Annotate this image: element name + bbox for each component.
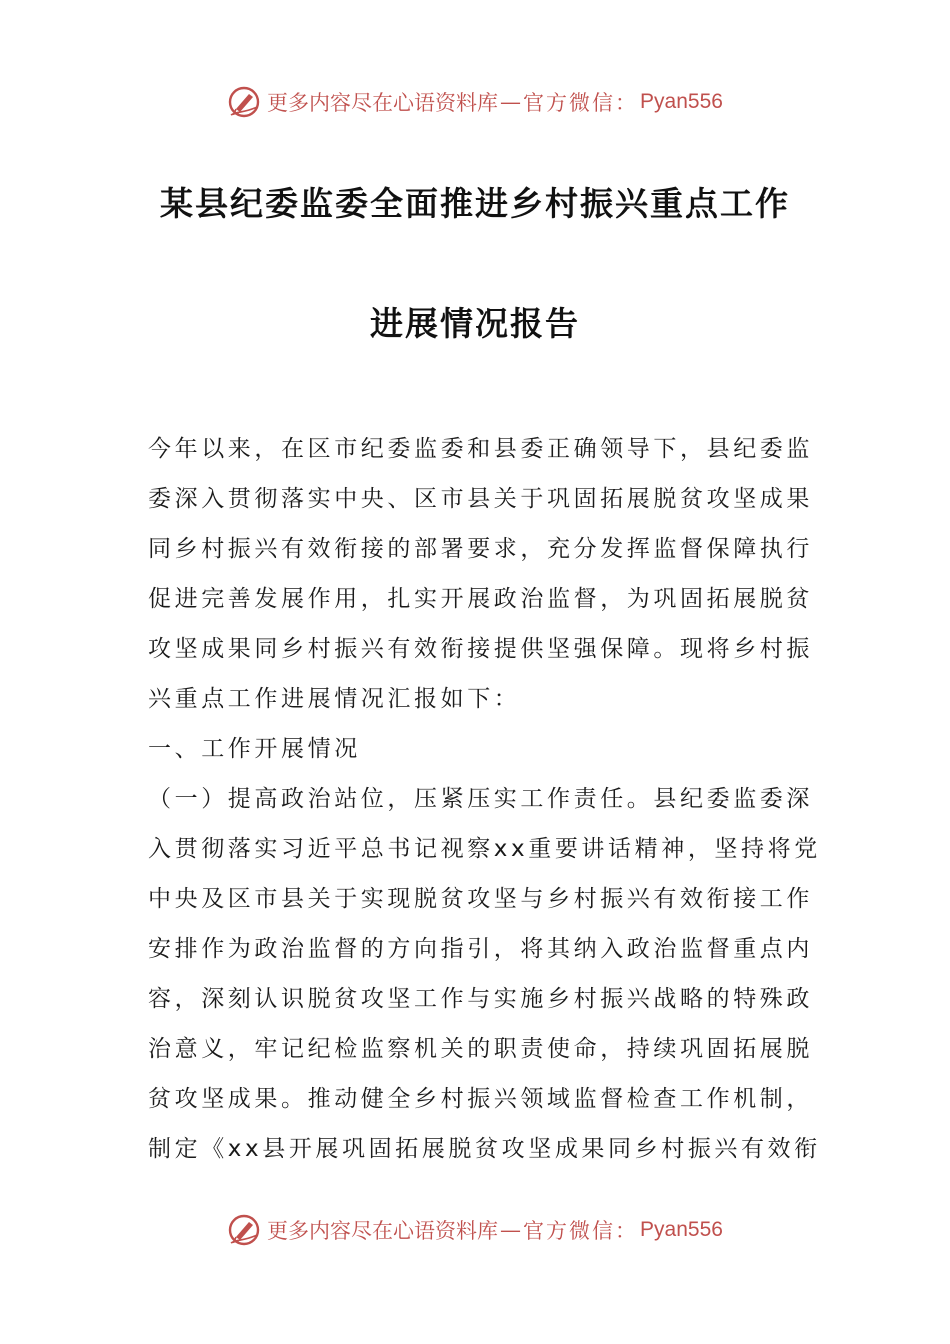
watermark-dash: — — [500, 90, 522, 114]
body-line: （一）提高政治站位，压紧压实工作责任。县纪委监委深 — [148, 786, 813, 812]
watermark-wechat-label: 官方微信： — [523, 1219, 639, 1243]
watermark-header — [0, 80, 950, 124]
body-line: 中央及区市县关于实现脱贫攻坚与乡村振兴有效衔接工作 — [148, 886, 813, 912]
page-title-line-2: 进展情况报告 — [370, 304, 580, 343]
watermark-wechat-id: Pyan556 — [640, 1218, 723, 1241]
body-line: 入贯彻落实习近平总书记视察xx重要讲话精神，坚持将党 — [148, 836, 821, 862]
body-line: 今年以来，在区市纪委监委和县委正确领导下，县纪委监 — [148, 436, 813, 462]
body-line: 容，深刻认识脱贫攻坚工作与实施乡村振兴战略的特殊政 — [148, 986, 813, 1012]
pen-logo-icon — [227, 85, 261, 119]
body-line: 委深入贯彻落实中央、区市县关于巩固拓展脱贫攻坚成果 — [148, 486, 813, 512]
body-line: 安排作为政治监督的方向指引，将其纳入政治监督重点内 — [148, 936, 813, 962]
body-line: 兴重点工作进展情况汇报如下： — [148, 686, 521, 712]
body-line: 制定《xx县开展巩固拓展脱贫攻坚成果同乡村振兴有效衔 — [148, 1136, 821, 1162]
watermark-brand: 更多内容尽在心语资料库 — [267, 1219, 499, 1243]
body-line: 贫攻坚成果。推动健全乡村振兴领域监督检查工作机制， — [148, 1086, 813, 1112]
section-heading: 一、工作开展情况 — [148, 736, 361, 762]
watermark-dash: — — [500, 1218, 522, 1242]
body-line: 促进完善发展作用，扎实开展政治监督，为巩固拓展脱贫 — [148, 586, 813, 612]
watermark-wechat-label: 官方微信： — [523, 91, 639, 115]
watermark-wechat-id: Pyan556 — [640, 90, 723, 113]
pen-logo-icon — [227, 1213, 261, 1247]
body-line: 攻坚成果同乡村振兴有效衔接提供坚强保障。现将乡村振 — [148, 636, 813, 662]
watermark-brand: 更多内容尽在心语资料库 — [267, 91, 499, 115]
body-line: 治意义，牢记纪检监察机关的职责使命，持续巩固拓展脱 — [148, 1036, 813, 1062]
watermark-footer — [0, 1208, 950, 1252]
body-line: 同乡村振兴有效衔接的部署要求，充分发挥监督保障执行 — [148, 536, 813, 562]
page-title-line-1: 某县纪委监委全面推进乡村振兴重点工作 — [160, 184, 790, 223]
